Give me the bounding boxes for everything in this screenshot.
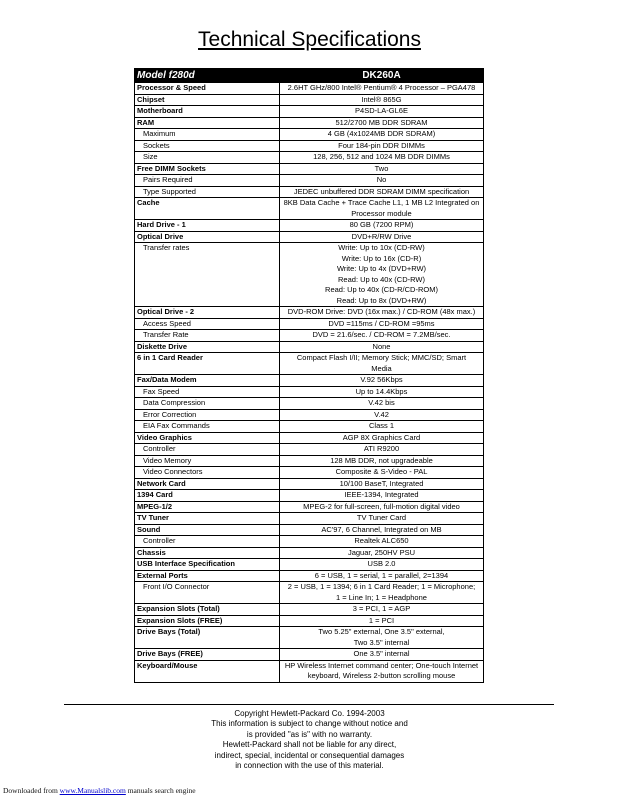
spec-label: Controller — [135, 536, 280, 548]
spec-value-line: AC'97, 6 Channel, Integrated on MB — [321, 524, 442, 534]
spec-value — [280, 117, 484, 129]
spec-row — [135, 570, 484, 582]
spec-value-line: Read: Up to 40x (CD-R/CD-ROM) — [325, 285, 438, 294]
divider — [64, 704, 554, 705]
spec-value-line: No — [376, 175, 387, 184]
spec-value-line: 1 = Line In; 1 = Headphone — [336, 592, 427, 602]
copyright-line: in connection with the use of this material. — [235, 761, 384, 771]
spec-value-line: 2 = USB, 1 = 1394; 6 in 1 Card Reader; 1 = Microphone; — [287, 582, 476, 591]
spec-value — [280, 559, 484, 571]
spec-label: Processor & Speed — [135, 83, 280, 95]
spec-value — [280, 513, 484, 525]
copyright-notice — [0, 709, 619, 771]
spec-value-line: 4 GB (4x1024MB DDR SDRAM) — [327, 129, 436, 138]
spec-label: Video Memory — [135, 455, 280, 467]
spec-row — [135, 559, 484, 571]
spec-value — [280, 604, 484, 616]
spec-value-line: Four 184-pin DDR DIMMs — [338, 140, 425, 150]
manualslib-link[interactable]: www.Manualslib.com — [59, 786, 126, 795]
spec-label: USB Interface Specification — [135, 559, 280, 571]
spec-value-line: HP Wireless Internet command center; One-touch Internet — [284, 660, 479, 670]
spec-value — [280, 152, 484, 164]
spec-label: Data Compression — [135, 398, 280, 410]
page-title: Technical Specifications — [198, 28, 421, 51]
spec-label: Chassis — [135, 547, 280, 559]
spec-value — [280, 627, 484, 649]
spec-value-line: AGP 8X Graphics Card — [342, 432, 421, 442]
spec-label: Keyboard/Mouse — [135, 660, 280, 682]
spec-row — [135, 444, 484, 456]
spec-value-line: Up to 14.4Kbps — [355, 386, 408, 396]
spec-value — [280, 83, 484, 95]
spec-value-line: Intel® 865G — [361, 94, 402, 104]
spec-label: Expansion Slots (Total) — [135, 604, 280, 616]
spec-value — [280, 386, 484, 398]
spec-value-line: Class 1 — [368, 421, 394, 430]
spec-label: Free DIMM Sockets — [135, 163, 280, 175]
spec-value-line: USB 2.0 — [367, 559, 396, 568]
footer-suffix: manuals search engine — [125, 786, 196, 795]
spec-value-line: Two 5.25" external, One 3.5" external, — [318, 627, 445, 636]
spec-row — [135, 83, 484, 95]
spec-row — [135, 455, 484, 467]
copyright-line: This information is subject to change without notice and — [211, 719, 408, 729]
spec-value-line: None — [372, 341, 391, 351]
spec-label: Maximum — [135, 129, 280, 141]
spec-value-line: One 3.5" internal — [353, 649, 410, 658]
spec-value — [280, 409, 484, 421]
copyright-line: indirect, special, incidental or consequential damages — [214, 750, 405, 760]
spec-row — [135, 341, 484, 353]
spec-value-line: MPEG-2 for full-screen, full-motion digital video — [303, 501, 460, 511]
spec-value-line: 6 = USB, 1 = serial, 1 = parallel, 2=1394 — [314, 570, 449, 580]
spec-row — [135, 106, 484, 118]
spec-label: 6 in 1 Card Reader — [135, 353, 280, 375]
spec-row — [135, 604, 484, 616]
spec-value — [280, 175, 484, 187]
spec-row — [135, 660, 484, 682]
spec-value-line: DVD =115ms / CD-ROM =95ms — [328, 318, 435, 328]
download-footer — [3, 786, 196, 795]
spec-value-line: IEEE-1394, Integrated — [344, 490, 419, 499]
spec-label: Sockets — [135, 140, 280, 152]
spec-row — [135, 140, 484, 152]
spec-value — [280, 582, 484, 604]
spec-row — [135, 318, 484, 330]
spec-row — [135, 386, 484, 398]
spec-value-line: Write: Up to 4x (DVD+RW) — [336, 264, 427, 273]
spec-value-line: 128, 256, 512 and 1024 MB DDR DIMMs — [313, 152, 450, 161]
spec-value — [280, 129, 484, 141]
spec-row — [135, 129, 484, 141]
spec-value-line: DVD = 21.6/sec. / CD-ROM = 7.2MB/sec. — [312, 330, 451, 339]
spec-label: Diskette Drive — [135, 341, 280, 353]
spec-value-line: Read: Up to 8x (DVD+RW) — [336, 295, 427, 305]
spec-value — [280, 649, 484, 661]
spec-label: Fax Speed — [135, 386, 280, 398]
spec-label: Size — [135, 152, 280, 164]
spec-row — [135, 330, 484, 342]
spec-row — [135, 615, 484, 627]
spec-value — [280, 106, 484, 118]
spec-label: Transfer rates — [135, 243, 280, 307]
spec-value — [280, 501, 484, 513]
spec-row — [135, 467, 484, 479]
spec-value — [280, 455, 484, 467]
spec-label: Hard Drive - 1 — [135, 220, 280, 232]
spec-label: Type Supported — [135, 186, 280, 198]
spec-label: Network Card — [135, 478, 280, 490]
spec-label: 1394 Card — [135, 490, 280, 502]
spec-value-line: Read: Up to 40x (CD-RW) — [338, 274, 425, 284]
spec-value — [280, 231, 484, 243]
spec-value-line: JEDEC unbuffered DDR SDRAM DIMM specification — [293, 186, 470, 196]
spec-row — [135, 536, 484, 548]
spec-label: External Ports — [135, 570, 280, 582]
spec-value-line: keyboard, Wireless 2-button scrolling mouse — [307, 671, 456, 680]
spec-label: Transfer Rate — [135, 330, 280, 342]
spec-value-line: 8KB Data Cache + Trace Cache L1, 1 MB L2 Integrated on — [283, 198, 480, 207]
spec-value-line: V.42 bis — [368, 398, 395, 407]
spec-value — [280, 198, 484, 220]
spec-value — [280, 490, 484, 502]
spec-label: TV Tuner — [135, 513, 280, 525]
spec-value-line: 2.6HT GHz/800 Intel® Pentium® 4 Processor – PGA478 — [287, 83, 476, 92]
spec-label: Sound — [135, 524, 280, 536]
spec-label: Cache — [135, 198, 280, 220]
spec-label: Drive Bays (Total) — [135, 627, 280, 649]
spec-value-line: 512/2700 MB DDR SDRAM — [335, 117, 428, 127]
spec-value-line: ATI R9200 — [363, 444, 400, 453]
spec-label: Optical Drive - 2 — [135, 307, 280, 319]
spec-value — [280, 375, 484, 387]
spec-row — [135, 353, 484, 375]
spec-value-line: Write: Up to 16x (CD-R) — [341, 253, 422, 263]
spec-value — [280, 318, 484, 330]
spec-row — [135, 175, 484, 187]
spec-value-line: Write: Up to 10x (CD-RW) — [338, 243, 425, 252]
spec-value — [280, 615, 484, 627]
spec-value — [280, 432, 484, 444]
spec-label: RAM — [135, 117, 280, 129]
spec-row — [135, 513, 484, 525]
spec-label: Fax/Data Modem — [135, 375, 280, 387]
spec-row — [135, 163, 484, 175]
spec-row — [135, 243, 484, 307]
spec-value — [280, 186, 484, 198]
spec-value-line: Two — [374, 163, 389, 173]
spec-value — [280, 330, 484, 342]
spec-label: Video Connectors — [135, 467, 280, 479]
spec-label: Video Graphics — [135, 432, 280, 444]
spec-value-line: Two 3.5" internal — [353, 637, 410, 647]
spec-row — [135, 582, 484, 604]
spec-value-line: 3 = PCI, 1 = AGP — [352, 604, 411, 613]
spec-label: MPEG-1/2 — [135, 501, 280, 513]
spec-row — [135, 375, 484, 387]
spec-row — [135, 547, 484, 559]
spec-table — [134, 68, 484, 683]
spec-row — [135, 117, 484, 129]
spec-value-line: 10/100 BaseT, Integrated — [339, 478, 424, 488]
spec-row — [135, 478, 484, 490]
spec-row — [135, 398, 484, 410]
spec-value — [280, 353, 484, 375]
spec-value-line: Composite & S-Video - PAL — [335, 467, 428, 476]
spec-value — [280, 398, 484, 410]
spec-table-header — [135, 69, 484, 83]
spec-value — [280, 536, 484, 548]
spec-value-line: P4SD-LA-GL6E — [355, 106, 408, 115]
copyright-line: Hewlett-Packard shall not be liable for any direct, — [222, 740, 397, 750]
spec-label: Error Correction — [135, 409, 280, 421]
spec-label: Controller — [135, 444, 280, 456]
spec-row — [135, 198, 484, 220]
model-label: Model f280d — [135, 69, 280, 83]
spec-value-line: 1 = PCI — [368, 615, 395, 625]
spec-value-line: V.42 — [374, 409, 389, 419]
spec-value — [280, 243, 484, 307]
spec-label: Access Speed — [135, 318, 280, 330]
spec-label: Chipset — [135, 94, 280, 106]
spec-row — [135, 421, 484, 433]
spec-value — [280, 220, 484, 232]
spec-value-line: TV Tuner Card — [356, 513, 407, 522]
spec-label: Drive Bays (FREE) — [135, 649, 280, 661]
spec-value — [280, 467, 484, 479]
spec-label: Pairs Required — [135, 175, 280, 187]
spec-row — [135, 649, 484, 661]
spec-label: Front I/O Connector — [135, 582, 280, 604]
spec-value-line: 80 GB (7200 RPM) — [349, 220, 414, 229]
spec-value-line: Compact Flash I/II; Memory Stick; MMC/SD; Smart — [296, 353, 467, 362]
spec-value — [280, 478, 484, 490]
spec-value — [280, 524, 484, 536]
spec-value — [280, 341, 484, 353]
spec-row — [135, 231, 484, 243]
spec-value-line: Processor module — [351, 208, 412, 218]
spec-value — [280, 140, 484, 152]
copyright-line: Copyright Hewlett-Packard Co. 1994-2003 — [234, 709, 385, 718]
spec-label: Motherboard — [135, 106, 280, 118]
spec-value-line: DVD+R/RW Drive — [351, 231, 412, 241]
spec-value — [280, 547, 484, 559]
spec-value-line: DVD-ROM Drive: DVD (16x max.) / CD-ROM (48x max.) — [287, 307, 476, 316]
spec-value — [280, 660, 484, 682]
spec-value-line: V.92 56Kbps — [360, 375, 403, 384]
spec-value — [280, 163, 484, 175]
spec-row — [135, 152, 484, 164]
spec-value-line: Realtek ALC650 — [354, 536, 409, 545]
spec-label: EIA Fax Commands — [135, 421, 280, 433]
copyright-line: is provided "as is" with no warranty. — [246, 729, 373, 739]
spec-row — [135, 186, 484, 198]
spec-row — [135, 524, 484, 536]
spec-row — [135, 94, 484, 106]
spec-row — [135, 220, 484, 232]
model-number: DK260A — [280, 69, 484, 83]
spec-value — [280, 307, 484, 319]
spec-row — [135, 409, 484, 421]
spec-value-line: Jaguar, 250HV PSU — [347, 547, 416, 557]
spec-row — [135, 490, 484, 502]
spec-value-line: Media — [371, 363, 392, 373]
spec-value — [280, 570, 484, 582]
spec-label: Expansion Slots (FREE) — [135, 615, 280, 627]
spec-label: Optical Drive — [135, 231, 280, 243]
spec-value — [280, 444, 484, 456]
spec-row — [135, 307, 484, 319]
spec-row — [135, 501, 484, 513]
spec-row — [135, 432, 484, 444]
spec-row — [135, 627, 484, 649]
footer-prefix: Downloaded from — [3, 786, 60, 795]
spec-value-line: 128 MB DDR, not upgradeable — [330, 455, 433, 465]
spec-table-body — [135, 69, 484, 683]
spec-value — [280, 421, 484, 433]
spec-value — [280, 94, 484, 106]
